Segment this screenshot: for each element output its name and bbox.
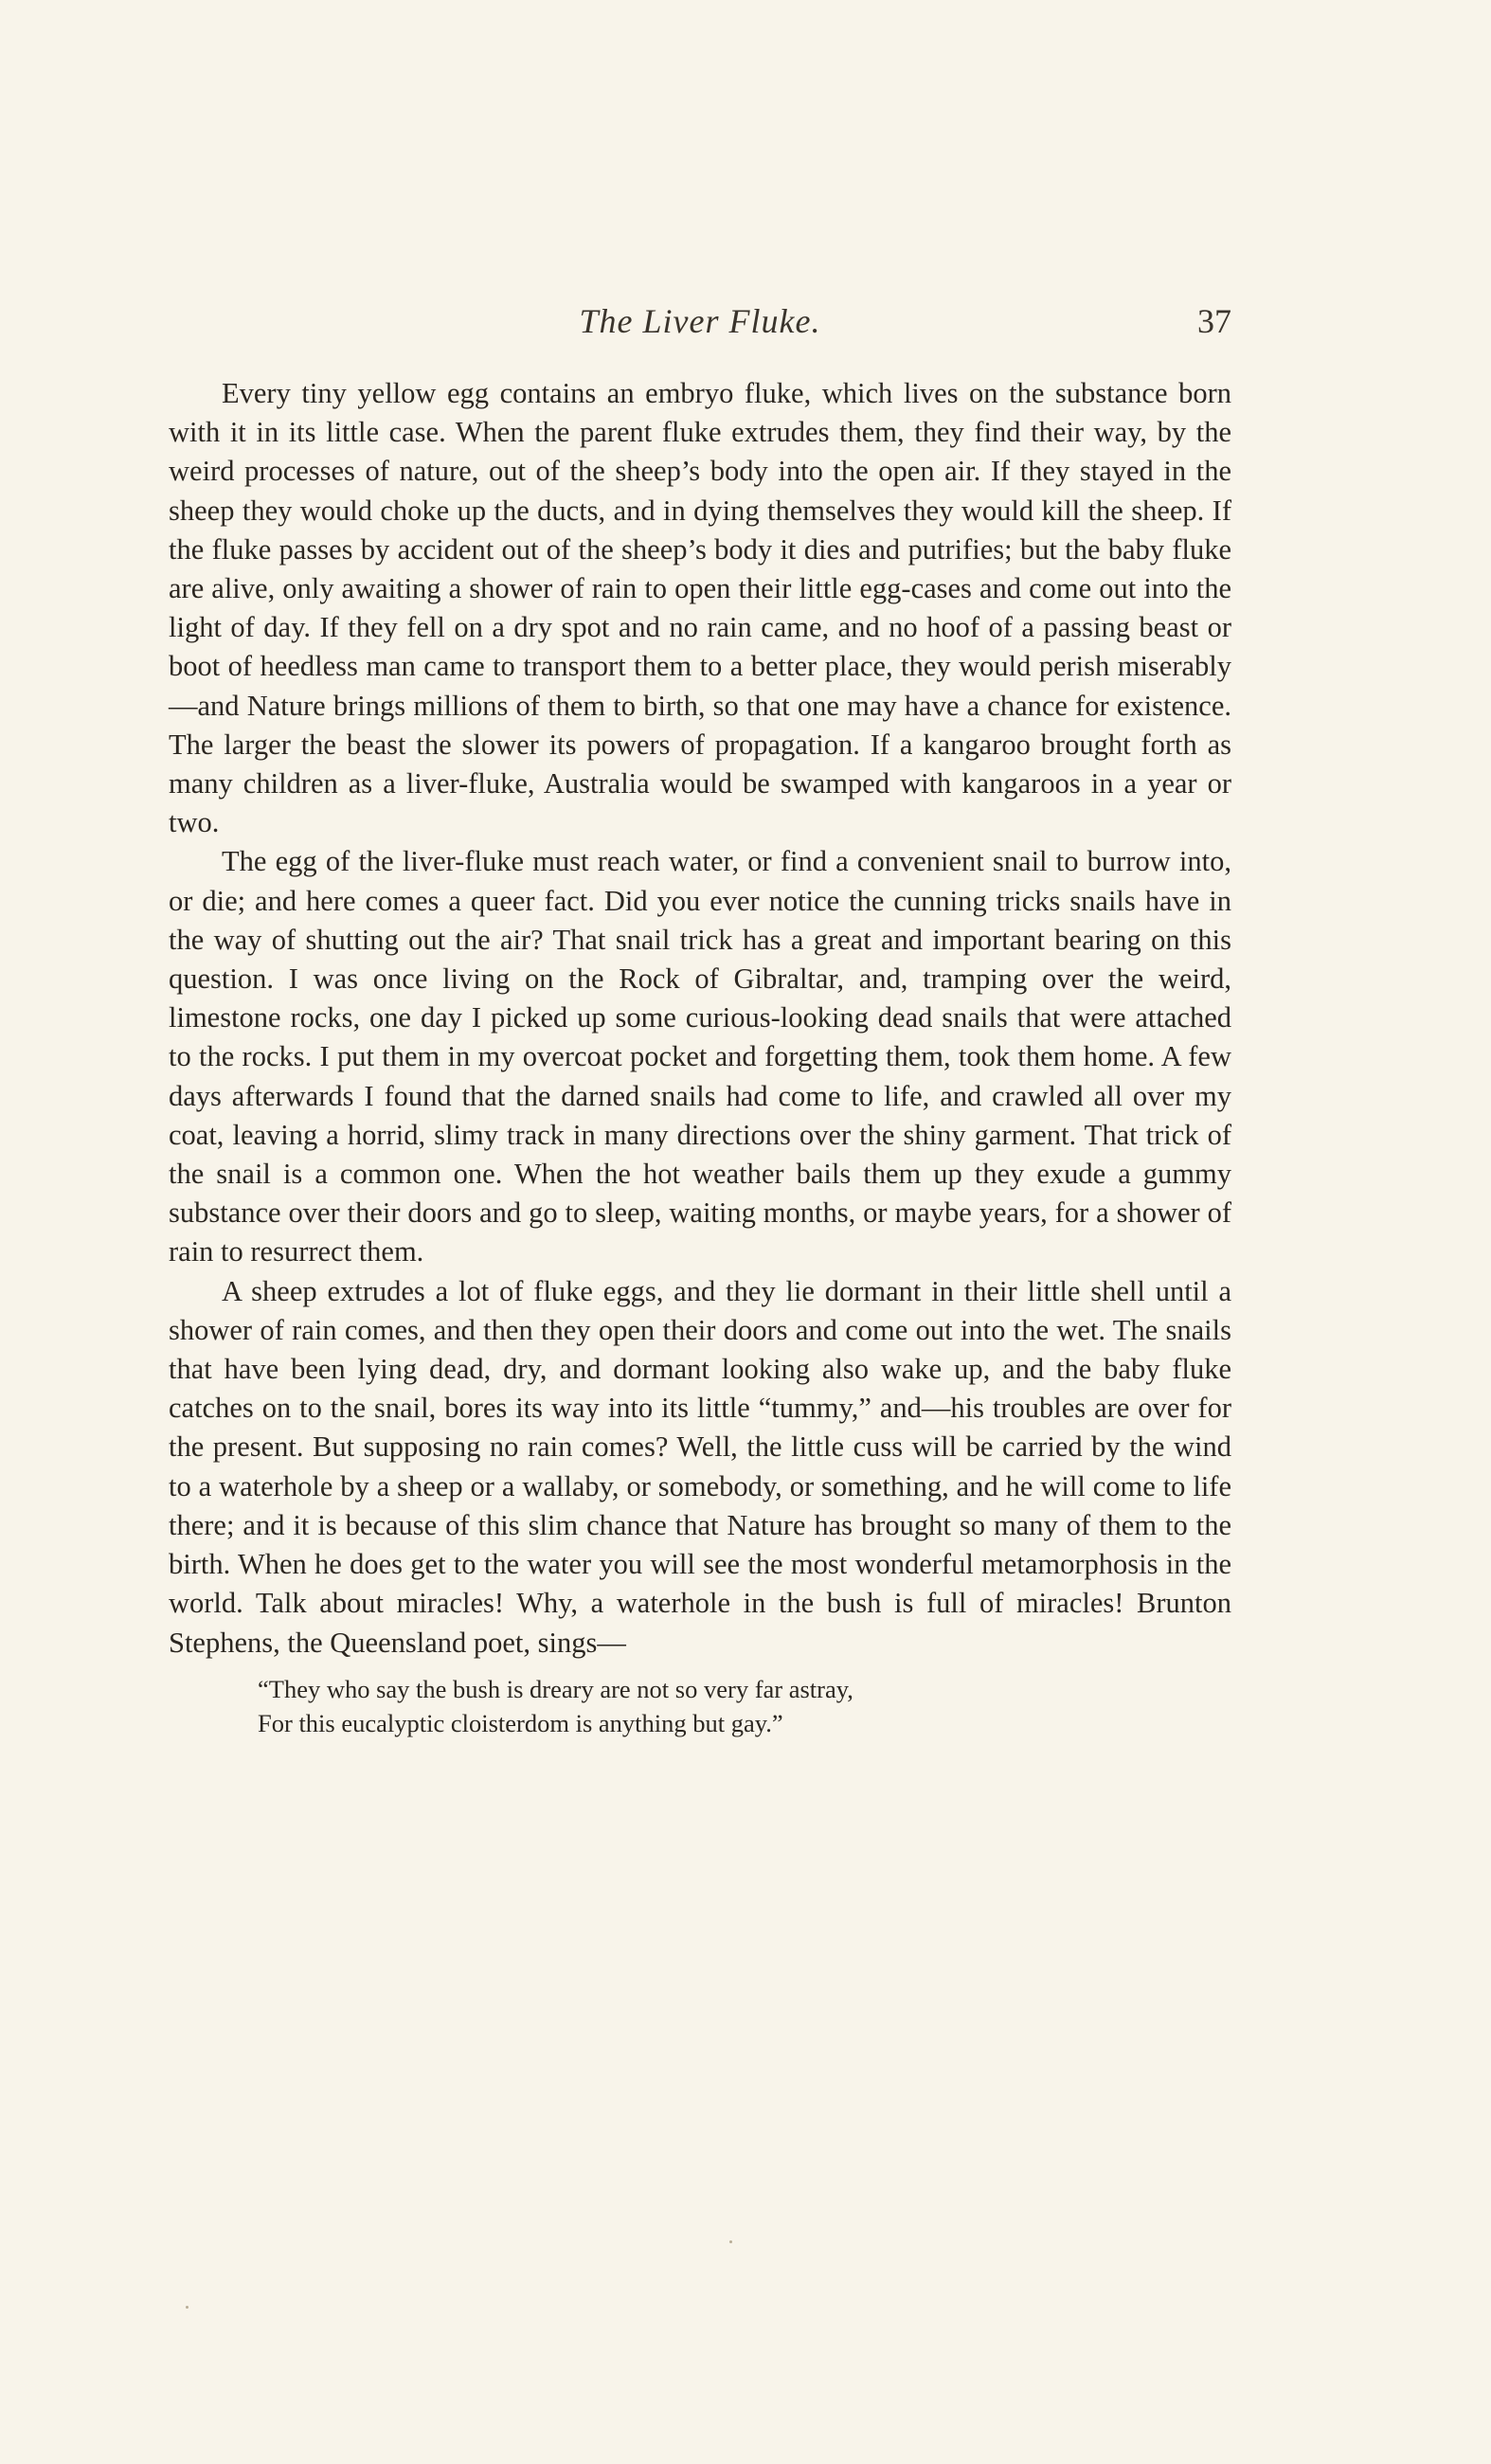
paper-speck — [186, 2306, 189, 2309]
body-text — [169, 374, 1231, 1740]
running-title: The Liver Fluke. — [579, 302, 821, 340]
verse-quotation — [258, 1672, 1231, 1740]
paragraph-2: The egg of the liver-fluke must reach water, or find a convenient snail to burrow into, or die; and here comes a queer fact. Did you ever notice the cunning tricks snails have in the way of shutting out the air? That snail trick has a great and important bearing on this question. I was once living on the Rock of Gibraltar, and, tramping over the weird, limestone rocks, one day I picked up some curious-looking dead snails that were attached to the rocks. I put them in my overcoat pocket and forgetting them, took them home. A few days afterwards I found that the darned snails had come to life, and crawled all over my coat, leaving a horrid, slimy track in many directions over the shiny garment. That trick of the snail is a common one. When the hot weather bails them up they exude a gummy substance over their doors and go to sleep, waiting months, or maybe years, for a shower of rain to resurrect them. — [169, 845, 1231, 1268]
paragraph-1: Every tiny yellow egg contains an embryo fluke, which lives on the substance born with it in its little case. When the parent fluke extrudes them, they find their way, by the weird processes of nature, out of the sheep’s body into the open air. If they stayed in the sheep they would choke up the ducts, and in dying themselves they would kill the sheep. If the fluke passes by accident out of the sheep’s body it dies and putrifies; but the baby fluke are alive, only awaiting a shower of rain to open their little egg-cases and come out into the light of day. If they fell on a dry spot and no rain came, and no hoof of a passing beast or boot of heedless man came to transport them to a better place, they would perish miserably—and Nature brings millions of them to birth, so that one may have a chance for existence. The larger the beast the slower its powers of propagation. If a kangaroo brought forth as many children as a liver-fluke, Australia would be swamped with kangaroos in a year or two. — [169, 377, 1231, 839]
verse-line: “They who say the bush is dreary are not so very far astray, — [258, 1674, 853, 1703]
paper-speck — [729, 2240, 732, 2243]
paragraph-3: A sheep extrudes a lot of fluke eggs, and they lie dormant in their little shell until a shower of rain comes, and then they open their doors and come out into the wet. The snails that have been lying dead, dry, and dormant looking also wake up, and the baby fluke catches on to the snail, bores its way into its little “tummy,” and—his troubles are over for the present. But supposing no rain comes? Well, the little cuss will be carried by the wind to a waterhole by a sheep or a wallaby, or somebody, or something, and he will come to life there; and it is because of this slim chance that Nature has brought so many of them to the birth. When he does get to the water you will see the most wonderful metamorphosis in the world. Talk about miracles! Why, a waterhole in the bush is full of miracles! Brunton Stephens, the Queensland poet, sings— — [169, 1274, 1231, 1659]
verse-line: For this eucalyptic cloisterdom is anything but gay.” — [258, 1708, 783, 1737]
running-head — [169, 301, 1231, 349]
page-number: 37 — [1197, 302, 1231, 340]
